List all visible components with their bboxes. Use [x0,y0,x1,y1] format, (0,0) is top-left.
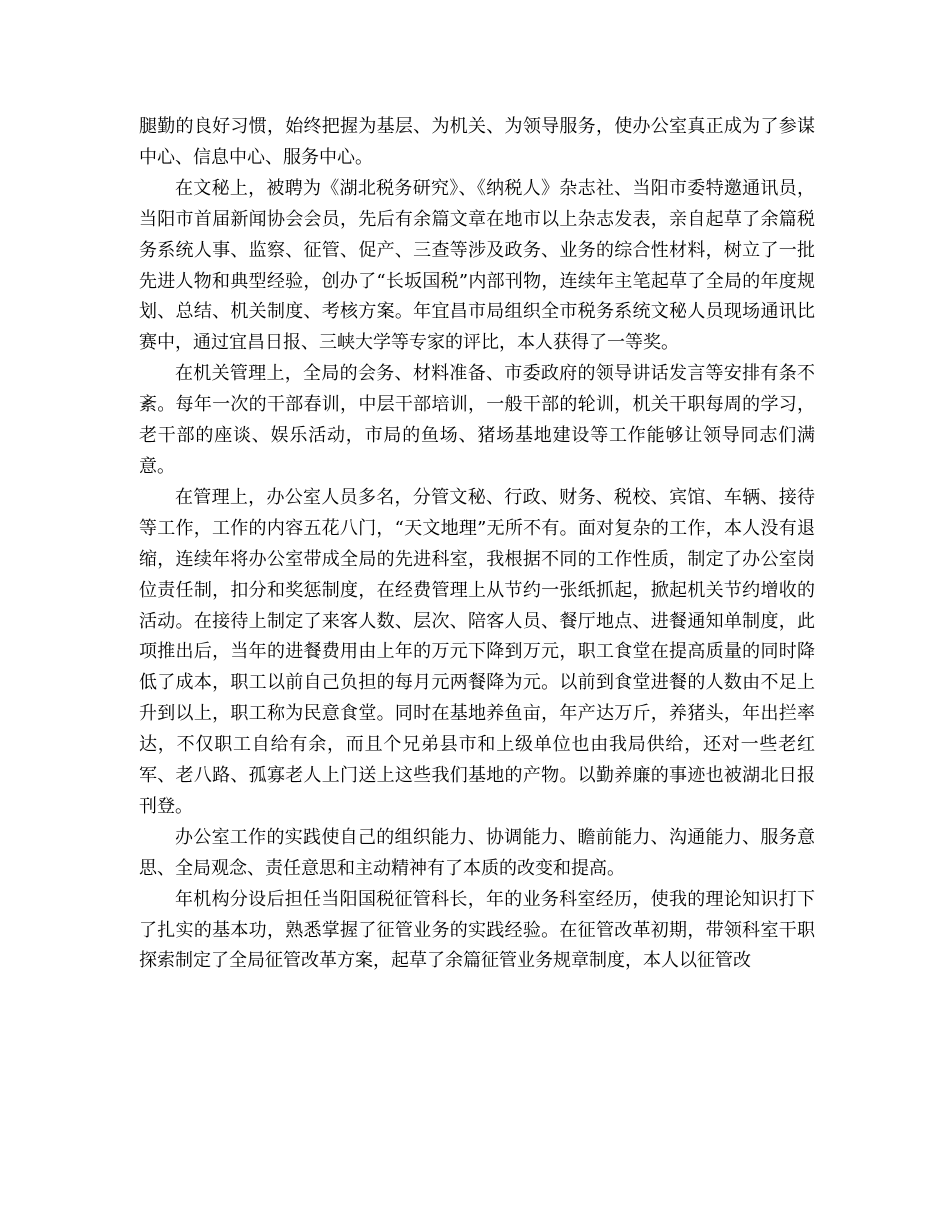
paragraph-office-practice: 办公室工作的实践使自己的组织能力、协调能力、瞻前能力、沟通能力、服务意思、全局观念、责任意思和主动精神有了本质的改变和提高。 [139,826,815,879]
paragraph-collection-section: 年机构分设后担任当阳国税征管科长，年的业务科室经历，使我的理论知识打下了扎实的基本功，熟悉掌握了征管业务的实践经验。在征管改革初期，带领科室干职探索制定了全局征管改革方案，起草了余篇征管业务规章制度，本人以征管改 [139,888,815,972]
paragraph-continued: 腿勤的良好习惯，始终把握为基层、为机关、为领导服务，使办公室真正成为了参谋中心、信息中心、服务中心。 [139,116,815,168]
paragraph-secretarial-work: 在文秘上，被聘为《湖北税务研究》、《纳税人》杂志社、当阳市委特邀通讯员，当阳市首届新闻协会会员，先后有余篇文章在地市以上杂志发表，亲自起草了余篇税务系统人事、监察、征管、促产、三查等涉及政务、业务的综合性材料，树立了一批先进人物和典型经验，创办了“长坂国税”内部刊物，连续年主笔起草了全局的年度规划、总结、机关制度、考核方案。年宜昌市局组织全市税务系统文秘人员现场通讯比赛中，通过宜昌日报、三峡大学等专家的评比，本人获得了一等奖。 [139,177,815,354]
paragraph-office-management: 在机关管理上，全局的会务、材料准备、市委政府的领导讲话发言等安排有条不紊。每年一次的干部春训，中层干部培训，一般干部的轮训，机关干职每周的学习，老干部的座谈、娱乐活动，市局的鱼场、猪场基地建设等工作能够让领导同志们满意。 [139,363,815,477]
body-text [139,112,815,977]
paragraph-administration: 在管理上，办公室人员多名，分管文秘、行政、财务、税校、宾馆、车辆、接待等工作，工作的内容五花八门，“天文地理”无所不有。面对复杂的工作，本人没有退缩，连续年将办公室带成全局的先进科室，我根据不同的工作性质，制定了办公室岗位责任制，扣分和奖惩制度，在经费管理上从节约一张纸抓起，掀起机关节约增收的活动。在接待上制定了来客人数、层次、陪客人员、餐厅地点、进餐通知单制度，此项推出后，当年的进餐费用由上年的万元下降到万元，职工食堂在提高质量的同时降低了成本，职工以前自己负担的每月元两餐降为元。以前到食堂进餐的人数由不足上升到以上，职工称为民意食堂。同时在基地养鱼亩，年产达万斤，养猪头，年出拦率达，不仅职工自给有余，而且个兄弟县市和上级单位也由我局供给，还对一些老红军、老八路、孤寡老人上门送上这些我们基地的产物。以勤养廉的事迹也被湖北日报刊登。 [139,486,815,817]
